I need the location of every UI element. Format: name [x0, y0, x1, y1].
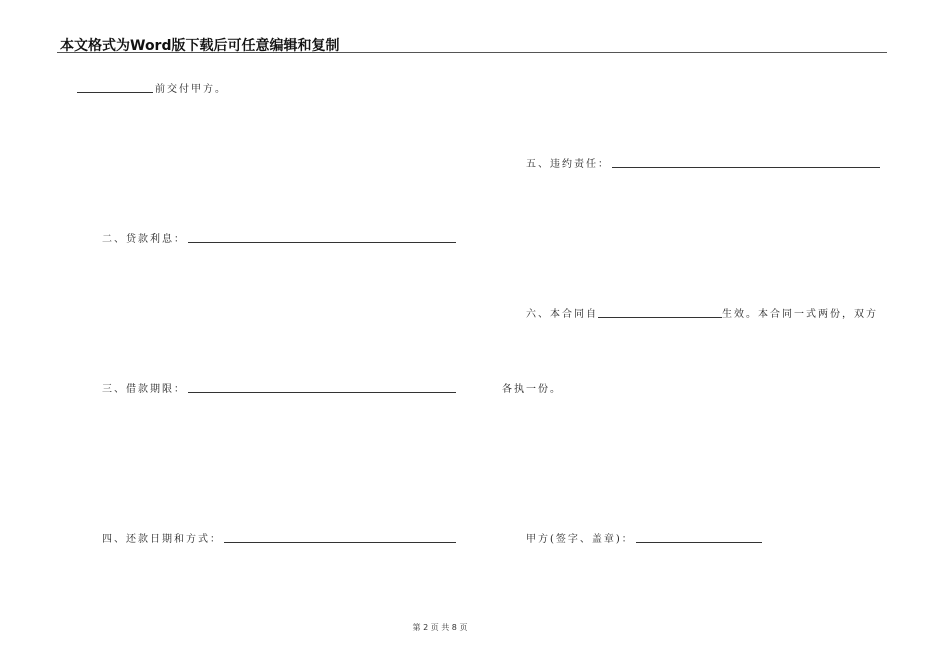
party-a-line [526, 530, 764, 545]
party-a-label: 甲方(签字、盖章)： [526, 534, 634, 545]
interest-line [102, 230, 458, 245]
repayment-line [102, 530, 458, 545]
term-blank[interactable] [188, 391, 456, 393]
breach-line [526, 155, 882, 170]
pay-before-text: 前交付甲方。 [155, 84, 227, 95]
header-divider [57, 52, 887, 53]
repayment-blank[interactable] [224, 541, 456, 543]
effect-prefix: 六、本合同自 [526, 309, 598, 320]
breach-blank[interactable] [612, 166, 880, 168]
breach-label: 五、违约责任： [526, 159, 610, 170]
document-header-title: 本文格式为Word版下载后可任意编辑和复制 [60, 38, 340, 54]
interest-label: 二、贷款利息： [102, 234, 186, 245]
pay-before-line [77, 80, 227, 95]
party-a-signature-blank[interactable] [636, 541, 762, 543]
page-number: 第 2 页 共 8 页 [412, 623, 468, 632]
effect-suffix: 生效。本合同一式两份，双方 [722, 309, 878, 320]
interest-blank[interactable] [188, 241, 456, 243]
effect-continuation-line [502, 380, 562, 395]
effect-date-blank[interactable] [598, 316, 722, 318]
term-label: 三、借款期限： [102, 384, 186, 395]
effect-line [526, 305, 878, 320]
pay-before-blank[interactable] [77, 91, 153, 93]
term-line [102, 380, 458, 395]
effect-continuation-text: 各执一份。 [502, 384, 562, 395]
repayment-label: 四、还款日期和方式： [102, 534, 222, 545]
